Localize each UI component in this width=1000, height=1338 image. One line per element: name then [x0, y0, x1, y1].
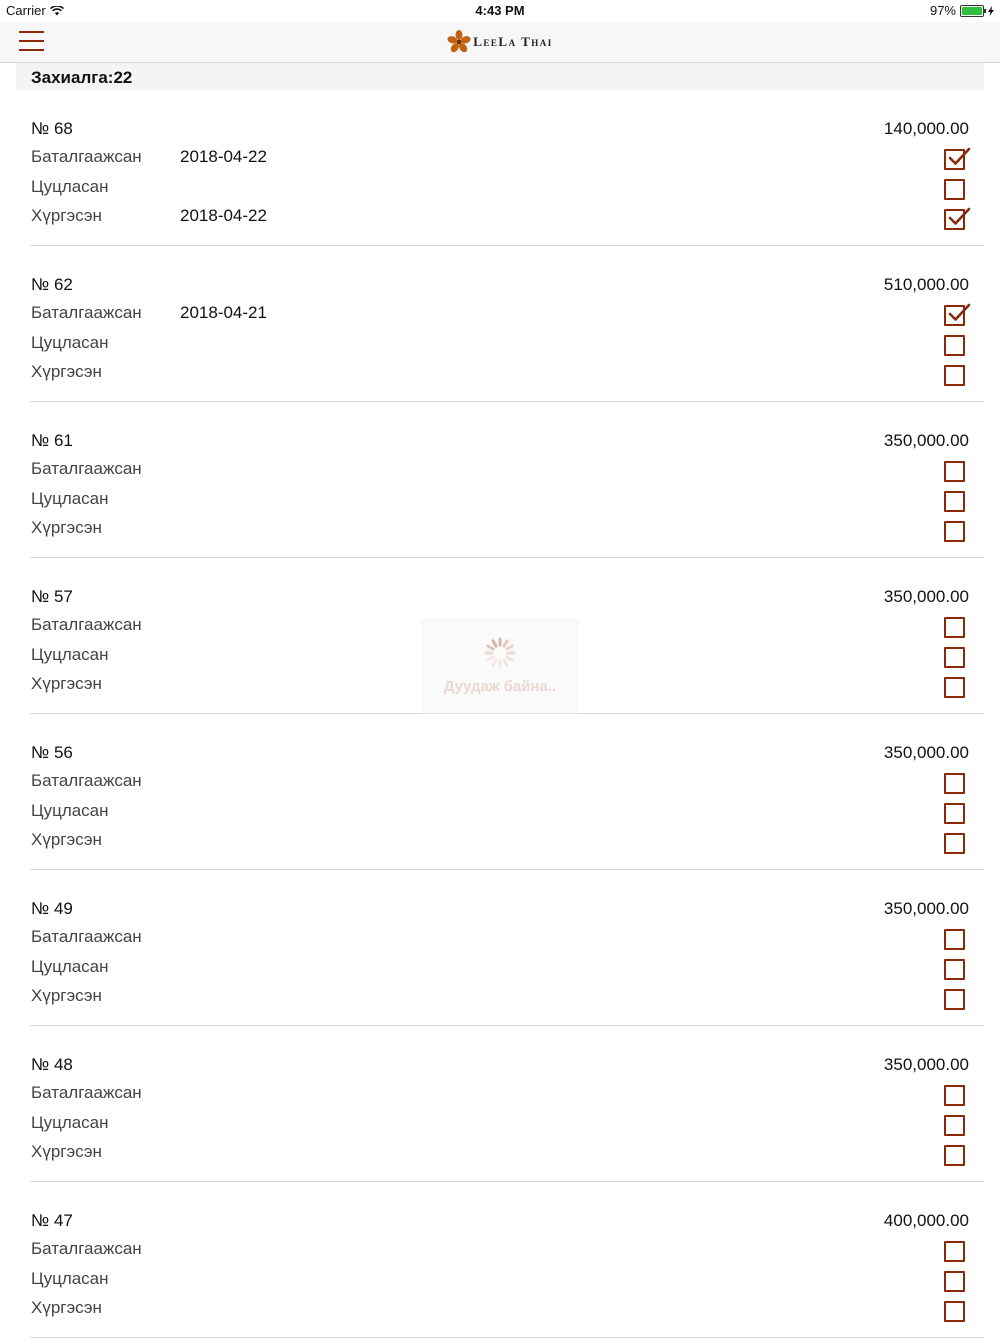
logo-text: LeeLa Thai — [473, 34, 553, 49]
loading-text: Дуудаж байна.. — [443, 678, 557, 695]
confirmed-checkbox[interactable] — [944, 149, 965, 170]
checkmark-icon — [946, 301, 972, 325]
confirmed-checkbox[interactable] — [944, 1241, 965, 1262]
order-number: № 56 — [31, 743, 73, 762]
confirmed-checkbox[interactable] — [944, 461, 965, 482]
confirmed-checkbox[interactable] — [944, 305, 965, 326]
cancelled-label: Цуцласан — [31, 489, 109, 508]
confirmed-label: Баталгаажсан — [31, 459, 142, 478]
confirmed-date: 2018-04-21 — [180, 303, 267, 322]
cancelled-label: Цуцласан — [31, 177, 109, 196]
delivered-checkbox[interactable] — [944, 989, 965, 1010]
confirmed-label: Баталгаажсан — [31, 1239, 142, 1258]
confirmed-label: Баталгаажсан — [31, 303, 142, 322]
checkmark-icon — [946, 145, 972, 169]
confirmed-checkbox[interactable] — [944, 929, 965, 950]
confirmed-checkbox[interactable] — [944, 617, 965, 638]
cancelled-label: Цуцласан — [31, 1269, 109, 1288]
delivered-checkbox[interactable] — [944, 1301, 965, 1322]
delivered-label: Хүргэсэн — [31, 518, 102, 537]
confirmed-label: Баталгаажсан — [31, 615, 142, 634]
delivered-checkbox[interactable] — [944, 677, 965, 698]
cancelled-checkbox[interactable] — [944, 491, 965, 512]
order-card[interactable] — [0, 714, 1000, 870]
order-number: № 48 — [31, 1055, 73, 1074]
delivered-checkbox[interactable] — [944, 209, 965, 230]
cancelled-checkbox[interactable] — [944, 647, 965, 668]
delivered-label: Хүргэсэн — [31, 1298, 102, 1317]
order-number: № 68 — [31, 119, 73, 138]
order-card[interactable] — [0, 90, 1000, 246]
clock: 4:43 PM — [475, 3, 525, 18]
delivered-label: Хүргэсэн — [31, 830, 102, 849]
order-amount: 510,000.00 — [883, 275, 969, 294]
cancelled-checkbox[interactable] — [944, 1271, 965, 1292]
delivered-label: Хүргэсэн — [31, 206, 102, 225]
cancelled-checkbox[interactable] — [944, 803, 965, 824]
spinner-icon — [483, 636, 517, 670]
cancelled-label: Цуцласан — [31, 801, 109, 820]
order-amount: 140,000.00 — [883, 119, 969, 138]
delivered-date: 2018-04-22 — [180, 206, 267, 225]
orders-section-header — [16, 63, 984, 90]
app-logo — [0, 30, 1000, 59]
battery-icon — [960, 5, 984, 17]
order-number: № 57 — [31, 587, 73, 606]
order-number: № 62 — [31, 275, 73, 294]
cancelled-checkbox[interactable] — [944, 179, 965, 200]
order-amount: 400,000.00 — [883, 1211, 969, 1230]
cancelled-label: Цуцласан — [31, 1113, 109, 1132]
orders-count-title: Захиалга:22 — [31, 68, 133, 87]
order-card[interactable] — [0, 246, 1000, 402]
charging-bolt-icon — [988, 6, 994, 16]
order-amount: 350,000.00 — [883, 899, 969, 918]
cancelled-label: Цуцласан — [31, 957, 109, 976]
cancelled-checkbox[interactable] — [944, 1115, 965, 1136]
confirmed-checkbox[interactable] — [944, 1085, 965, 1106]
status-right — [930, 3, 994, 18]
cancelled-checkbox[interactable] — [944, 959, 965, 980]
confirmed-label: Баталгаажсан — [31, 927, 142, 946]
order-card[interactable] — [0, 870, 1000, 1026]
order-number: № 49 — [31, 899, 73, 918]
order-amount: 350,000.00 — [883, 1055, 969, 1074]
delivered-label: Хүргэсэн — [31, 1142, 102, 1161]
confirmed-label: Баталгаажсан — [31, 771, 142, 790]
order-card[interactable] — [0, 1182, 1000, 1338]
delivered-checkbox[interactable] — [944, 833, 965, 854]
order-card[interactable] — [0, 1026, 1000, 1182]
confirmed-label: Баталгаажсан — [31, 1083, 142, 1102]
delivered-checkbox[interactable] — [944, 1145, 965, 1166]
delivered-label: Хүргэсэн — [31, 986, 102, 1005]
navigation-bar — [0, 22, 1000, 63]
confirmed-date: 2018-04-22 — [180, 147, 267, 166]
order-number: № 61 — [31, 431, 73, 450]
confirmed-label: Баталгаажсан — [31, 147, 142, 166]
status-bar — [0, 0, 1000, 22]
delivered-checkbox[interactable] — [944, 365, 965, 386]
delivered-label: Хүргэсэн — [31, 362, 102, 381]
checkmark-icon — [946, 205, 972, 229]
cancelled-checkbox[interactable] — [944, 335, 965, 356]
cancelled-label: Цуцласан — [31, 333, 109, 352]
delivered-checkbox[interactable] — [944, 521, 965, 542]
carrier-label: Carrier — [6, 3, 46, 18]
order-card[interactable] — [0, 402, 1000, 558]
loading-overlay — [421, 618, 579, 714]
flower-logo-icon — [447, 30, 471, 54]
confirmed-checkbox[interactable] — [944, 773, 965, 794]
order-amount: 350,000.00 — [883, 743, 969, 762]
battery-percent: 97% — [929, 3, 956, 18]
order-number: № 47 — [31, 1211, 73, 1230]
order-amount: 350,000.00 — [883, 431, 969, 450]
cancelled-label: Цуцласан — [31, 645, 109, 664]
delivered-label: Хүргэсэн — [31, 674, 102, 693]
order-amount: 350,000.00 — [883, 587, 969, 606]
